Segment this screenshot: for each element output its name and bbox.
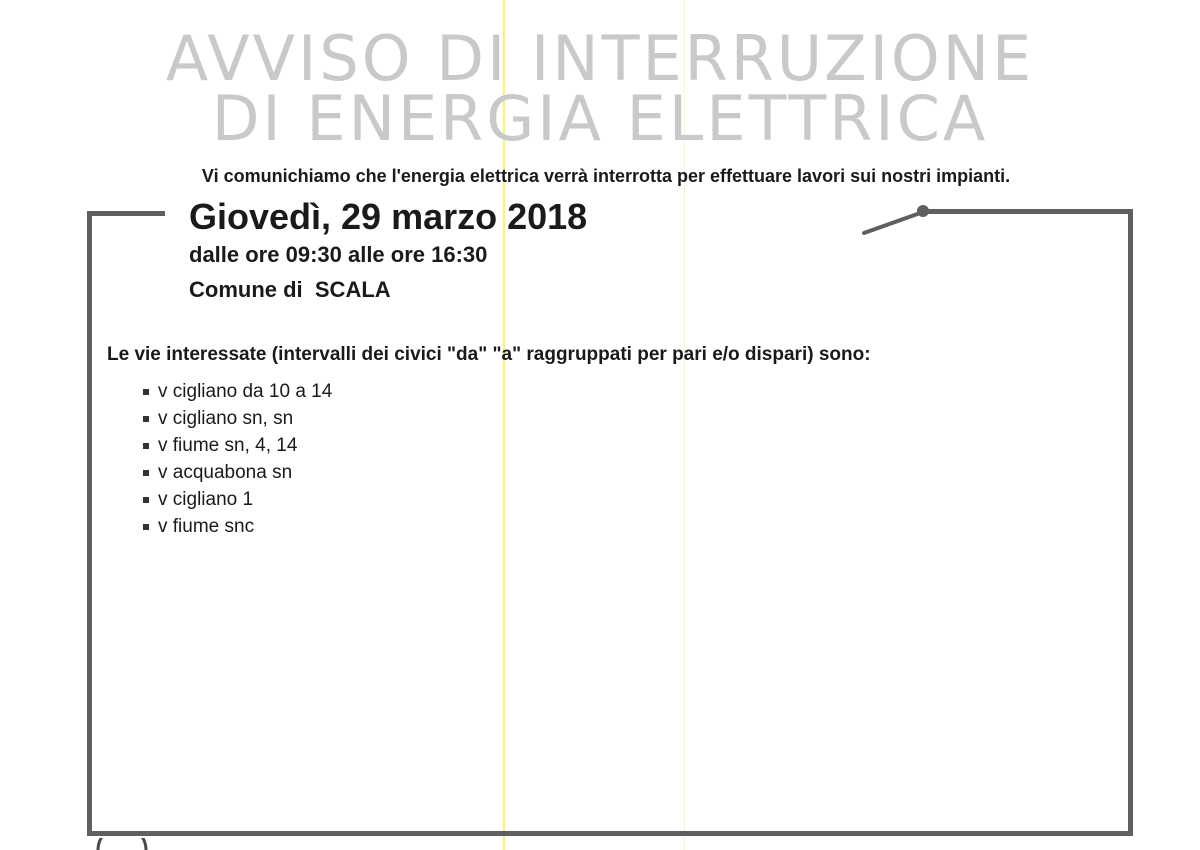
frame-bottom-border xyxy=(87,831,1133,836)
frame-top-right-border xyxy=(922,209,1133,214)
bullet-icon xyxy=(143,443,149,449)
street-label: v cigliano da 10 a 14 xyxy=(158,381,333,402)
list-item xyxy=(143,378,332,405)
list-item xyxy=(143,432,332,459)
street-list xyxy=(143,378,332,540)
notice-intro: Vi comunichiamo che l'energia elettrica verrà interrotta per effettuare lavori sui nostri impianti. xyxy=(201,166,1011,186)
frame-right-border xyxy=(1128,209,1133,836)
streets-heading: Le vie interessate (intervalli dei civici "da" "a" raggruppati per pari e/o dispari) sono: xyxy=(107,344,871,365)
bullet-icon xyxy=(143,524,149,530)
frame-top-left-border xyxy=(87,211,165,216)
logo-edge-icon xyxy=(92,838,152,850)
list-item xyxy=(143,405,332,432)
notice-title-line-1: AVVISO DI INTERRUZIONE xyxy=(165,22,1035,95)
bullet-icon xyxy=(143,470,149,476)
street-label: v cigliano sn, sn xyxy=(158,408,294,429)
street-label: v acquabona sn xyxy=(158,462,293,483)
bullet-icon xyxy=(143,416,149,422)
street-label: v fiume snc xyxy=(158,516,255,537)
street-label: v cigliano 1 xyxy=(158,489,254,510)
event-date: Giovedì, 29 marzo 2018 xyxy=(189,196,588,237)
notice-title-line-2: DI ENERGIA ELETTRICA xyxy=(211,82,989,155)
list-item xyxy=(143,459,332,486)
event-time-range: dalle ore 09:30 alle ore 16:30 xyxy=(189,242,488,267)
list-item xyxy=(143,513,332,540)
event-municipality: Comune di SCALA xyxy=(189,277,391,302)
list-item xyxy=(143,486,332,513)
street-label: v fiume sn, 4, 14 xyxy=(158,435,298,456)
bullet-icon xyxy=(143,389,149,395)
frame-left-border xyxy=(87,211,92,836)
frame-open-corner-icon xyxy=(858,200,938,240)
bullet-icon xyxy=(143,497,149,503)
